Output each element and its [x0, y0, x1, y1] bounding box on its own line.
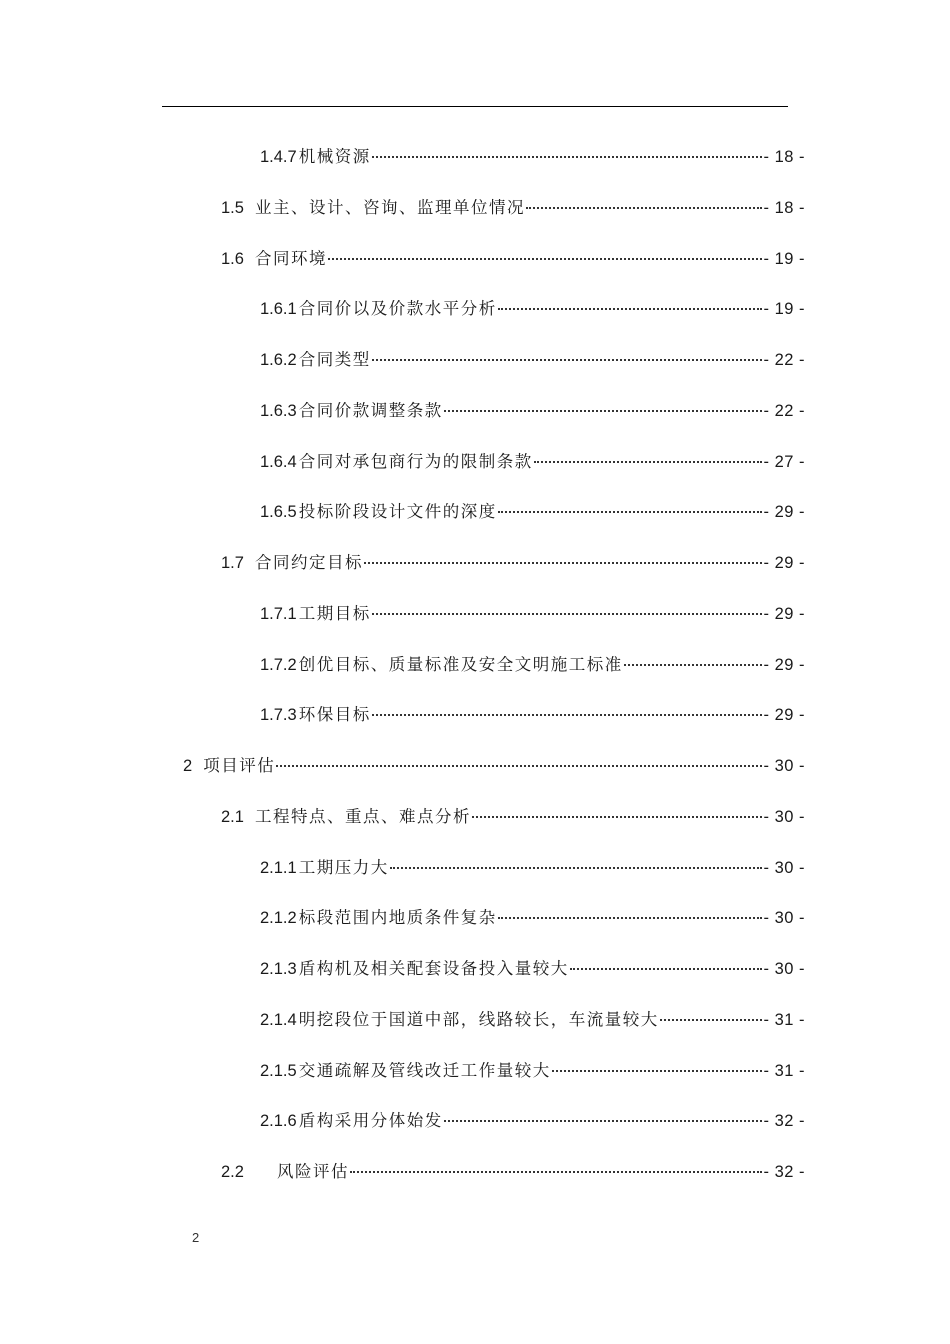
toc-entry-number: 1.6.4	[260, 453, 297, 471]
toc-entry-page: - 29 -	[763, 706, 805, 724]
toc-entry-number: 2	[183, 757, 193, 775]
dot-leader	[570, 964, 763, 970]
toc-entry-page: - 31 -	[763, 1011, 805, 1029]
toc-entry-page: - 31 -	[763, 1062, 805, 1080]
dot-leader	[444, 406, 763, 412]
toc-entry-number: 1.7.2	[260, 656, 297, 674]
toc-entry-title: 合同价款调整条款	[298, 401, 443, 420]
toc-entry-title: 合同约定目标	[254, 553, 363, 572]
toc-entry-number: 1.4.7	[260, 148, 297, 166]
toc-entry-number: 2.1.5	[260, 1062, 297, 1080]
dot-leader	[276, 761, 762, 767]
toc-entry-page: - 19 -	[763, 300, 805, 318]
toc-entry-page: - 32 -	[763, 1163, 805, 1181]
toc-entry-number: 1.7.1	[260, 605, 297, 623]
toc-entry-page: - 30 -	[763, 859, 805, 877]
toc-entry-number: 1.6	[221, 250, 244, 268]
toc-entry[interactable]	[260, 347, 805, 373]
toc-entry-title: 合同对承包商行为的限制条款	[298, 452, 533, 471]
toc-entry-page: - 19 -	[763, 250, 805, 268]
toc-entry-title: 创优目标、质量标准及安全文明施工标准	[298, 655, 623, 674]
dot-leader	[364, 558, 763, 564]
toc-entry-number: 1.7.3	[260, 706, 297, 724]
toc-entry-number: 2.1.1	[260, 859, 297, 877]
toc-entry-number: 2.1	[221, 808, 244, 826]
toc-entry-title: 工程特点、重点、难点分析	[254, 807, 471, 826]
toc-entry[interactable]	[221, 195, 805, 221]
toc-entry-title: 合同价以及价款水平分析	[298, 299, 497, 318]
dot-leader	[534, 457, 763, 463]
dot-leader	[498, 304, 763, 310]
dot-leader	[350, 1167, 763, 1173]
toc-entry[interactable]	[221, 1159, 805, 1185]
toc-entry[interactable]	[260, 956, 805, 982]
dot-leader	[472, 812, 763, 818]
dot-leader	[444, 1116, 763, 1122]
dot-leader	[372, 710, 763, 716]
toc-entry-title: 工期压力大	[298, 858, 389, 877]
toc-entry-title: 交通疏解及管线改迁工作量较大	[298, 1061, 551, 1080]
toc-entry[interactable]	[260, 499, 805, 525]
toc-entry-number: 1.6.5	[260, 503, 297, 521]
toc-entry[interactable]	[260, 1108, 805, 1134]
toc-entry-title: 工期目标	[298, 604, 371, 623]
dot-leader	[660, 1015, 763, 1021]
toc-entry-title: 标段范围内地质条件复杂	[298, 908, 497, 927]
toc-entry-page: - 29 -	[763, 656, 805, 674]
dot-leader	[526, 203, 763, 209]
toc-entry-title: 盾构机及相关配套设备投入量较大	[298, 959, 569, 978]
toc-entry-page: - 18 -	[763, 199, 805, 217]
toc-entry[interactable]	[260, 702, 805, 728]
dot-leader	[372, 152, 763, 158]
dot-leader	[328, 254, 763, 260]
toc-entry[interactable]	[221, 246, 805, 272]
toc-entry-number: 1.6.1	[260, 300, 297, 318]
dot-leader	[372, 609, 763, 615]
toc-entry-title: 盾构采用分体始发	[298, 1111, 443, 1130]
toc-entry[interactable]	[221, 804, 805, 830]
toc-entry-page: - 22 -	[763, 402, 805, 420]
toc-entry-title: 机械资源	[298, 147, 371, 166]
toc-entry-number: 2.1.6	[260, 1112, 297, 1130]
toc-entry-title: 项目评估	[203, 756, 276, 775]
toc-entry-title: 合同环境	[254, 249, 327, 268]
toc-entry-page: - 29 -	[763, 503, 805, 521]
dot-leader	[372, 355, 763, 361]
toc-entry-number: 1.7	[221, 554, 244, 572]
toc-entry-title: 业主、设计、咨询、监理单位情况	[254, 198, 525, 217]
toc-entry-number: 1.6.3	[260, 402, 297, 420]
toc-entry-title: 明挖段位于国道中部，线路较长，车流量较大	[298, 1010, 659, 1029]
toc-entry-title: 投标阶段设计文件的深度	[298, 502, 497, 521]
toc-entry-page: - 32 -	[763, 1112, 805, 1130]
dot-leader	[552, 1066, 763, 1072]
dot-leader	[498, 913, 763, 919]
toc-entry[interactable]	[260, 449, 805, 475]
toc-entry-number: 1.6.2	[260, 351, 297, 369]
toc-entry[interactable]	[260, 601, 805, 627]
toc-entry-page: - 18 -	[763, 148, 805, 166]
toc-entry-page: - 22 -	[763, 351, 805, 369]
dot-leader	[498, 507, 763, 513]
toc-entry-number: 2.1.2	[260, 909, 297, 927]
toc-entry-page: - 29 -	[763, 605, 805, 623]
toc-entry[interactable]	[260, 905, 805, 931]
toc-entry-title: 合同类型	[298, 350, 371, 369]
toc-entry-page: - 27 -	[763, 453, 805, 471]
toc-entry-title: 风险评估	[276, 1162, 349, 1181]
toc-entry-number: 2.1.4	[260, 1011, 297, 1029]
toc-entry-title: 环保目标	[298, 705, 371, 724]
dot-leader	[390, 863, 763, 869]
toc-entry-page: - 30 -	[763, 960, 805, 978]
toc-entry[interactable]	[260, 144, 805, 170]
toc-entry-page: - 30 -	[763, 808, 805, 826]
toc-entry[interactable]	[260, 652, 805, 678]
page-number: 2	[192, 1230, 200, 1245]
toc-entry[interactable]	[221, 550, 805, 576]
toc-entry-number: 2.2	[221, 1163, 244, 1181]
toc-entry[interactable]	[260, 296, 805, 322]
toc-entry[interactable]	[183, 753, 805, 779]
toc-entry-number: 1.5	[221, 199, 244, 217]
toc-entry[interactable]	[260, 398, 805, 424]
toc-entry[interactable]	[260, 1058, 805, 1084]
dot-leader	[624, 660, 763, 666]
toc-entry-page: - 29 -	[763, 554, 805, 572]
toc-entry[interactable]	[260, 1007, 805, 1033]
toc-entry-page: - 30 -	[763, 757, 805, 775]
toc-entry-page: - 30 -	[763, 909, 805, 927]
toc-entry[interactable]	[260, 855, 805, 881]
toc-entry-number: 2.1.3	[260, 960, 297, 978]
